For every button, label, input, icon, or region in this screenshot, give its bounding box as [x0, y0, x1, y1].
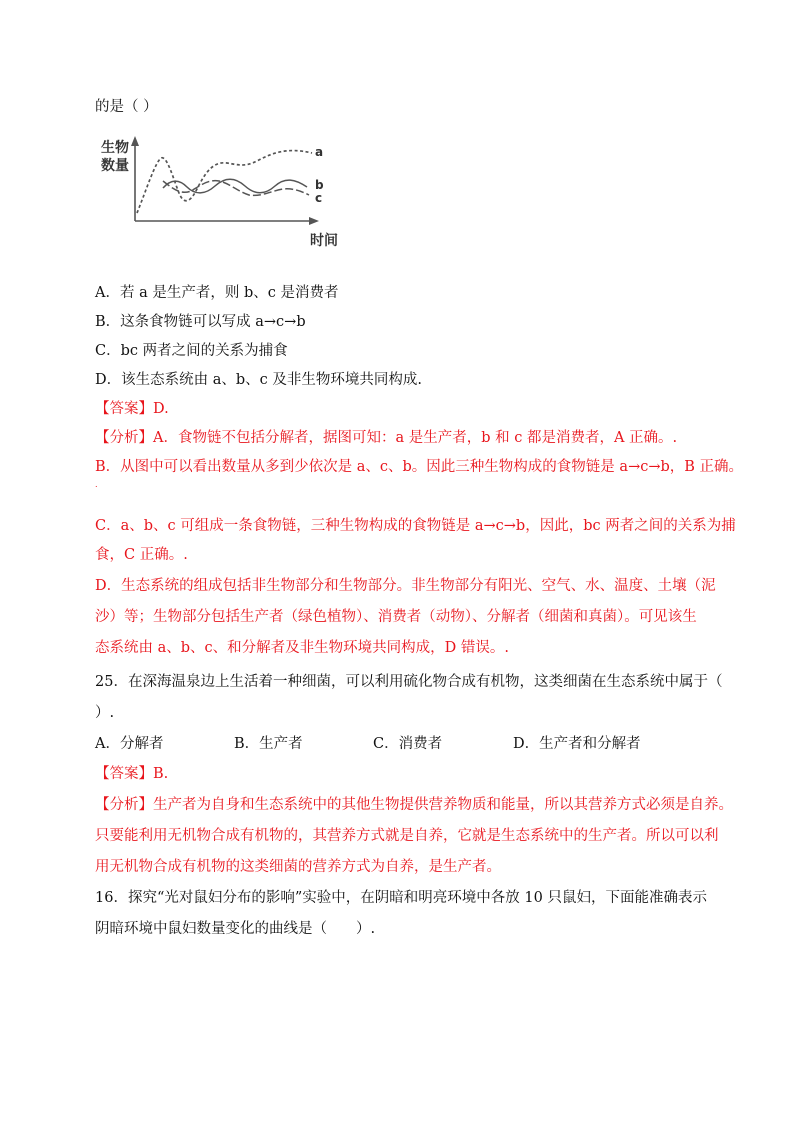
y-axis-arrow — [131, 136, 139, 146]
q25-analysis-line: 【分析】生产者为自身和生态系统中的其他生物提供营养物质和能量，所以其营养方式必须是自养。 — [95, 797, 733, 813]
q1-option-d: D．该生态系统由 a、b、c 及非生物环境共同构成. — [95, 372, 422, 388]
y-axis-label-line-1: 生物 — [101, 140, 129, 156]
q1-option-a: A．若 a 是生产者，则 b、c 是消费者 — [95, 285, 339, 301]
curve-b — [163, 179, 307, 193]
y-axis-label-line-2: 数量 — [101, 158, 129, 174]
q25-analysis-line: 只要能利用无机物合成有机物的，其营养方式就是自养，它就是生态系统中的生产者。所以可以利 — [95, 828, 719, 844]
q1-option-b: B．这条食物链可以写成 a→c→b — [95, 314, 306, 330]
q1-analysis-line: 【分析】A．食物链不包括分解者，据图可知：a 是生产者，b 和 c 都是消费者，A 正确。. — [95, 430, 678, 446]
population-graph — [97, 133, 359, 263]
q1-analysis-line: D．生态系统的组成包括非生物部分和生物部分。非生物部分有阳光、空气、水、温度、土壤（泥 — [95, 578, 716, 594]
q1-analysis-line: B．从图中可以看出数量从多到少依次是 a、c、b。因此三种生物构成的食物链是 a→c→b，B 正确。 — [95, 459, 744, 475]
x-axis-arrow — [309, 217, 319, 225]
q1-analysis-line: 食，C 正确。. — [95, 547, 188, 563]
q1-analysis-line: C．a、b、c 可组成一条食物链，三种生物构成的食物链是 a→c→b，因此，bc 两者之间的关系为捕 — [95, 518, 736, 534]
q25-answer: 【答案】B. — [95, 766, 169, 782]
q1-answer: 【答案】D. — [95, 401, 169, 417]
q25-analysis-line: 用无机物合成有机物的这类细菌的营养方式为自养，是生产者。 — [95, 859, 501, 875]
x-axis-label: 时间 — [310, 233, 338, 249]
q25-option-b: B．生产者 — [234, 736, 303, 752]
q1-option-c: C．bc 两者之间的关系为捕食 — [95, 343, 288, 359]
q16-stem-line: 阴暗环境中鼠妇数量变化的曲线是（ ）. — [95, 921, 376, 937]
q1-analysis-line: 沙）等；生物部分包括生产者（绿色植物）、消费者（动物）、分解者（细菌和真菌）。可见该生 — [95, 609, 697, 625]
q25-option-c: C．消费者 — [373, 736, 443, 752]
intro-text: 的是（ ） — [95, 99, 158, 115]
q1-analysis-line: . — [95, 480, 98, 489]
q16-stem-line: 16．探究“光对鼠妇分布的影响”实验中，在阴暗和明亮环境中各放 10 只鼠妇，下面能准确表示 — [95, 890, 707, 906]
curve-label-a: a — [315, 145, 324, 159]
q25-stem-line: ）. — [95, 705, 115, 721]
q1-analysis-line: 态系统由 a、b、c、和分解者及非生物环境共同构成，D 错误。. — [95, 640, 509, 656]
q25-option-a: A．分解者 — [95, 736, 164, 752]
curve-label-b: b — [315, 178, 324, 192]
curve-label-c: c — [315, 191, 323, 205]
q25-stem-line: 25．在深海温泉边上生活着一种细菌，可以利用硫化物合成有机物，这类细菌在生态系统中属于（ — [95, 674, 723, 690]
y-axis-label — [101, 139, 129, 175]
curve-c — [163, 181, 309, 196]
q25-option-d: D．生产者和分解者 — [513, 736, 641, 752]
